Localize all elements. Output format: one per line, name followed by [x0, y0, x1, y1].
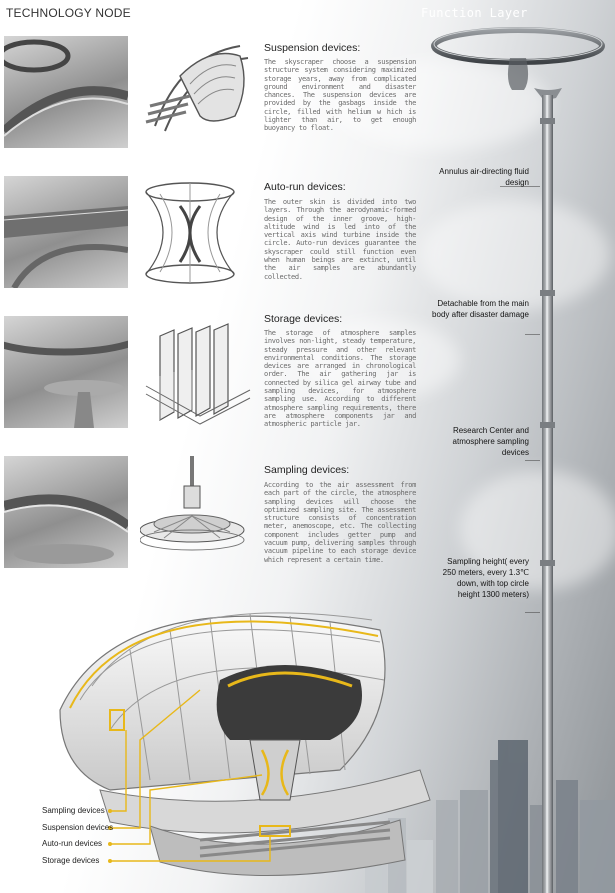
- ring-support: [508, 58, 528, 90]
- function-layer-title: Function Layer: [421, 6, 528, 20]
- section-title: Auto-run devices:: [264, 181, 346, 193]
- callout-label: Detachable from the main body after disaster damage: [432, 299, 529, 319]
- section-body: The skyscraper choose a suspension structure system considering maximized storage years, away from complicated ground environment and disaster chances. The suspension devices are provided by the gasbags inside the circle, filled with helium w hich is lighter than air, to get enough buoyancy to float.: [264, 58, 416, 133]
- auto-run-device-illustration: [140, 176, 255, 288]
- suspension-device-illustration: [140, 36, 255, 148]
- callout-label: Research Center and atmosphere sampling devices: [452, 426, 529, 457]
- sampling-device-illustration: [140, 456, 255, 568]
- callout-tick: [525, 612, 540, 613]
- auto-run-photo: [4, 176, 128, 288]
- section-title: Storage devices:: [264, 313, 343, 325]
- section-body: The outer skin is divided into two layers. Through the aerodynamic-formed design of the inner groove, high-altitude wind is led into of the vertical axis wind turbine inside the circle. Auto-run devices guarantee the skyscraper could still function even when human beings are extinct, until the air samples are abundantly collected.: [264, 198, 416, 281]
- suspension-photo: [4, 36, 128, 148]
- legend-label-auto-run: Auto-run devices: [42, 839, 103, 848]
- legend-label-sampling: Sampling devices: [42, 806, 105, 815]
- legend-label-storage: Storage devices: [42, 856, 100, 865]
- storage-photo: [4, 316, 128, 428]
- section-title: Suspension devices:: [264, 42, 361, 54]
- sampling-photo: [4, 456, 128, 568]
- callout-tick: [525, 460, 540, 461]
- top-ring: [434, 30, 602, 62]
- legend-label-suspension: Suspension devices: [42, 823, 114, 832]
- section-body: The storage of atmosphere samples involves non-light, steady temperature, steady pressure and other relevant environmental conditions. The storage devices are arranged in chronological order. The air gathering jar is connected by silica gel airway tube and sampling devices, for atmosphere sampling use. According to different atmosphere sampling requirements, there are atmosphere components jar and atmospheric particle jar.: [264, 329, 416, 429]
- page-title: TECHNOLOGY NODE: [6, 6, 131, 20]
- section-title: Sampling devices:: [264, 464, 350, 476]
- callout-tick: [525, 334, 540, 335]
- callout-label: Annulus air-directing fluid design: [439, 167, 529, 187]
- callout-label: Sampling height( every 250 meters, every 1.3℃ down, with top circle height 1300 meters): [442, 557, 529, 599]
- storage-device-illustration: [140, 316, 255, 428]
- section-body: According to the air assessment from each part of the circle, the atmosphere sampling devices will choose the optimized sampling site. The assessment structure consists of concentration meter, anemoscope, etc. The collecting component includes getter pump and vacuum pump, delivering samples through vacuum pipeline to each storage device which represent a certain time.: [264, 481, 416, 564]
